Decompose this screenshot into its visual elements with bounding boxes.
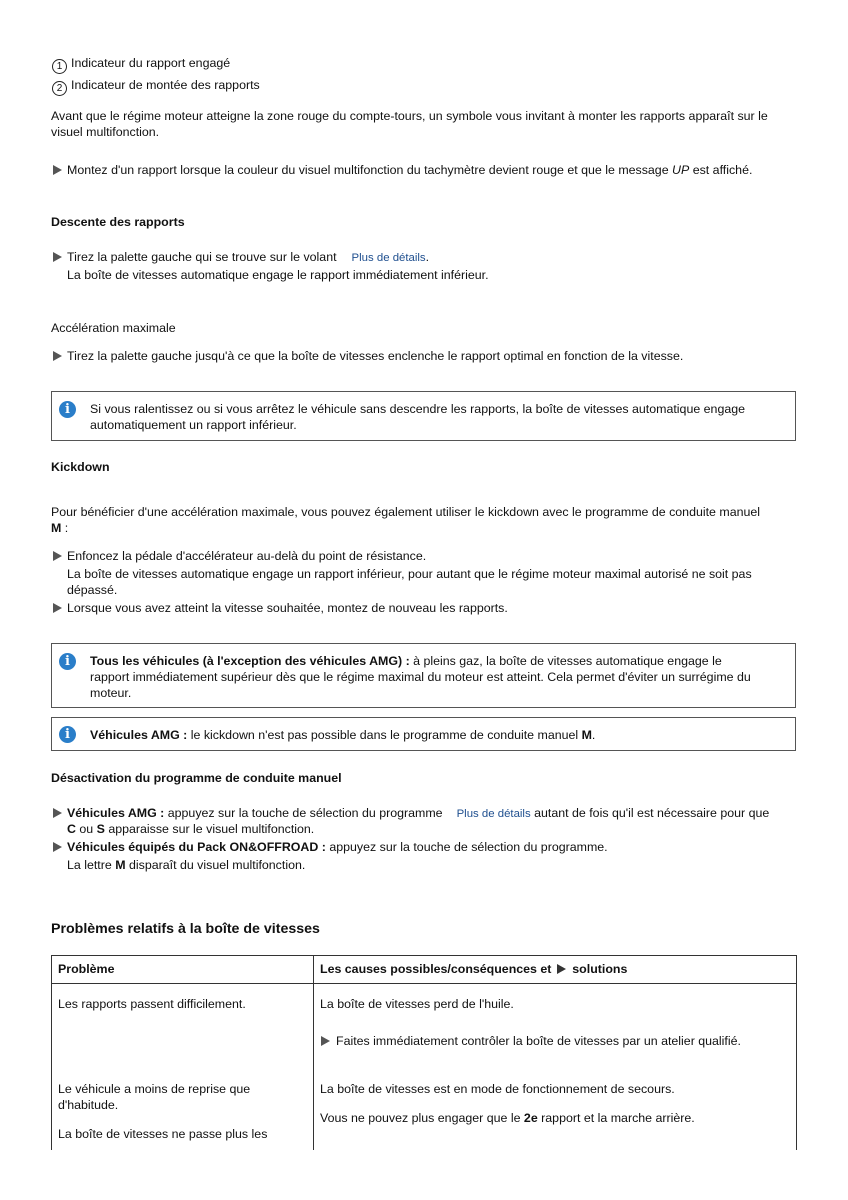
triangle-bullet-icon xyxy=(53,603,62,613)
triangle-bullet-icon xyxy=(321,1036,330,1046)
table-border-top xyxy=(51,955,797,956)
info-box-1: i Si vous ralentissez ou si vous arrêtez le véhicule sans descendre les rapports, la boîte de vitesses automatique engage automatiquement un rapport inférieur. xyxy=(51,391,796,441)
max-accel-step: Tirez la palette gauche jusqu'à ce que la boîte de vitesses enclenche le rapport optimal en fonction de la vitesse. xyxy=(67,349,684,363)
kickdown-intro-1: Pour bénéficier d'une accélération maximale, vous pouvez également utiliser le kickdown avec le programme de conduite manuel xyxy=(51,505,761,519)
info-icon: i xyxy=(59,401,76,418)
triangle-bullet-icon xyxy=(53,808,62,818)
info-box-2: i Tous les véhicules (à l'exception des véhicules AMG) : à pleins gaz, la boîte de vitesses automatique engage le rapport immédiatement supérieur dès que le régime maximal du moteur est atteint. Cela permet d'éviter un surrégime du moteur. xyxy=(51,643,796,708)
deactivation-step-2-result: La lettre M disparaît du visuel multifonction. xyxy=(67,858,306,872)
table-row-1-solution: Faites immédiatement contrôler la boîte de vitesses par un atelier qualifié. xyxy=(336,1034,741,1048)
intro-line-2: visuel multifonction. xyxy=(51,125,160,139)
table-header-problem: Problème xyxy=(58,962,115,976)
more-details-link[interactable]: Plus de détails xyxy=(456,808,531,820)
info-icon: i xyxy=(59,653,76,670)
kickdown-intro-2: M : xyxy=(51,521,69,535)
kickdown-title: Kickdown xyxy=(51,460,110,474)
downshift-title: Descente des rapports xyxy=(51,215,185,229)
legend-item-1: 1 Indicateur du rapport engagé xyxy=(52,55,230,74)
table-header-divider xyxy=(51,983,797,984)
upshift-step: Montez d'un rapport lorsque la couleur du visuel multifonction du tachymètre devient rouge et que le message UP est affiché. xyxy=(67,163,753,177)
table-header-causes: Les causes possibles/conséquences et solutions xyxy=(320,962,628,976)
table-border-right xyxy=(796,955,797,1150)
table-row-1-cause: La boîte de vitesses perd de l'huile. xyxy=(320,997,514,1011)
table-row-2-problem-3: La boîte de vitesses ne passe plus les xyxy=(58,1127,268,1141)
info-icon: i xyxy=(59,726,76,743)
triangle-bullet-icon xyxy=(557,964,566,974)
triangle-bullet-icon xyxy=(53,252,62,262)
info-box-3: i Véhicules AMG : le kickdown n'est pas possible dans le programme de conduite manuel M. xyxy=(51,717,796,751)
kickdown-step-1-result-2: dépassé. xyxy=(67,583,118,597)
number-2-icon: 2 xyxy=(52,81,67,96)
legend-item-2: 2 Indicateur de montée des rapports xyxy=(52,77,260,96)
table-row-2-problem-2: d'habitude. xyxy=(58,1098,119,1112)
number-1-icon: 1 xyxy=(52,59,67,74)
kickdown-step-1-result-1: La boîte de vitesses automatique engage un rapport inférieur, pour autant que le régime moteur maximal autorisé ne soit pas xyxy=(67,567,752,581)
downshift-result: La boîte de vitesses automatique engage le rapport immédiatement inférieur. xyxy=(67,268,489,282)
deactivation-step-1: Véhicules AMG : appuyez sur la touche de sélection du programme Plus de détails autant de fois qu'il est nécessaire pour que xyxy=(67,806,770,820)
deactivation-step-1-line-2: C ou S apparaisse sur le visuel multifonction. xyxy=(67,822,315,836)
downshift-step: Tirez la palette gauche qui se trouve sur le volant Plus de détails. xyxy=(67,250,430,264)
table-row-2-cause-2: Vous ne pouvez plus engager que le 2e rapport et la marche arrière. xyxy=(320,1111,695,1125)
kickdown-step-2: Lorsque vous avez atteint la vitesse souhaitée, montez de nouveau les rapports. xyxy=(67,601,508,615)
table-row-2-cause-1: La boîte de vitesses est en mode de fonctionnement de secours. xyxy=(320,1082,675,1096)
deactivation-step-2: Véhicules équipés du Pack ON&OFFROAD : appuyez sur la touche de sélection du programme. xyxy=(67,840,608,854)
table-border-left xyxy=(51,955,52,1150)
table-row-1-problem: Les rapports passent difficilement. xyxy=(58,997,246,1011)
triangle-bullet-icon xyxy=(53,351,62,361)
more-details-link[interactable]: Plus de détails xyxy=(351,252,426,264)
max-accel-title: Accélération maximale xyxy=(51,321,176,335)
triangle-bullet-icon xyxy=(53,551,62,561)
problems-title: Problèmes relatifs à la boîte de vitesses xyxy=(51,921,320,937)
table-column-divider xyxy=(313,955,314,1150)
intro-line-1: Avant que le régime moteur atteigne la zone rouge du compte-tours, un symbole vous invitant à monter les rapports apparaît sur le xyxy=(51,109,768,123)
kickdown-step-1: Enfoncez la pédale d'accélérateur au-delà du point de résistance. xyxy=(67,549,427,563)
table-row-2-problem-1: Le véhicule a moins de reprise que xyxy=(58,1082,251,1096)
deactivation-title: Désactivation du programme de conduite manuel xyxy=(51,771,342,785)
triangle-bullet-icon xyxy=(53,842,62,852)
triangle-bullet-icon xyxy=(53,165,62,175)
